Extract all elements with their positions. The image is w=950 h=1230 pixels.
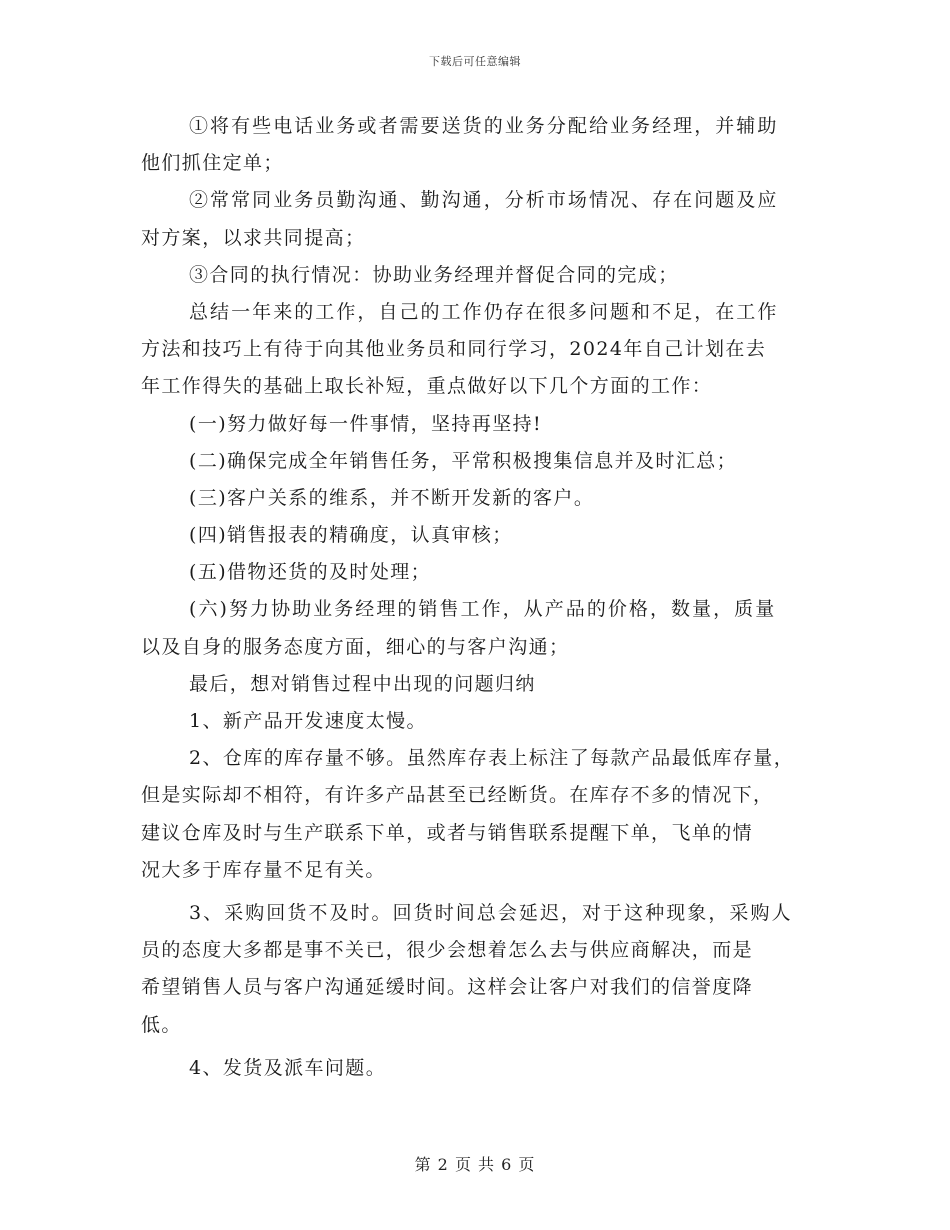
- body-text: [141, 108, 821, 1087]
- paragraph-line: ②常常同业务员勤沟通、勤沟通，分析市场情况、存在问题及应: [189, 189, 779, 212]
- paragraph-line: 方法和技巧上有待于向其他业务员和同行学习，2024年自己计划在去: [141, 338, 767, 361]
- numbered-item: 3、采购回货不及时。回货时间总会延迟，对于这种现象，采购人: [189, 901, 793, 924]
- paragraph-line: ①将有些电话业务或者需要送货的业务分配给业务经理，并辅助: [189, 115, 779, 137]
- paragraph-line: 希望销售人员与客户沟通延缓时间。这样会让客户对我们的信誉度降: [141, 976, 754, 999]
- paragraph-line: 但是实际却不相符，有许多产品甚至已经断货。在库存不多的情况下，: [141, 784, 774, 807]
- paragraph-line: 员的态度大多都是事不关已，很少会想着怎么去与供应商解决，而是: [141, 939, 754, 962]
- page-number: 第 2 页 共 6 页: [414, 1155, 536, 1174]
- list-item: (四)销售报表的精确度，认真审核；: [189, 524, 513, 547]
- list-item: (三)客户关系的维系，并不断开发新的客户。: [189, 486, 595, 509]
- paragraph-line: 低。: [141, 1013, 182, 1036]
- paragraph-line: 总结一年来的工作，自己的工作仍存在很多问题和不足，在工作: [189, 300, 779, 323]
- list-item: (二)确保完成全年销售任务，平常积极搜集信息并及时汇总；: [189, 449, 738, 472]
- paragraph-line: 对方案，以求共同提高；: [141, 226, 366, 249]
- paragraph-line: 最后，想对销售过程中出现的问题归纳: [189, 672, 536, 695]
- header-note: 下载后可任意编辑: [429, 55, 521, 68]
- numbered-item: 2、仓库的库存量不够。虽然库存表上标注了每款产品最低库存量，: [189, 747, 795, 770]
- paragraph-line: 年工作得失的基础上取长补短，重点做好以下几个方面的工作：: [141, 375, 713, 398]
- paragraph-line: 他们抓住定单；: [141, 152, 284, 175]
- list-item: (五)借物还货的及时处理；: [189, 561, 432, 584]
- paragraph-line: 建议仓库及时与生产联系下单，或者与销售联系提醒下单，飞单的情: [141, 821, 754, 844]
- numbered-item: 4、发货及派车问题。: [189, 1056, 387, 1079]
- numbered-item: 1、新产品开发速度太慢。: [189, 710, 427, 732]
- list-item: (一)努力做好每一件事情，坚持再坚持!: [189, 412, 543, 435]
- list-item: (六)努力协助业务经理的销售工作，从产品的价格，数量，质量: [189, 598, 777, 621]
- paragraph-line: 况大多于库存量不足有关。: [141, 858, 386, 881]
- paragraph-line: ③合同的执行情况：协助业务经理并督促合同的完成；: [189, 263, 679, 286]
- paragraph-line: 以及自身的服务态度方面，细心的与客户沟通；: [141, 635, 570, 658]
